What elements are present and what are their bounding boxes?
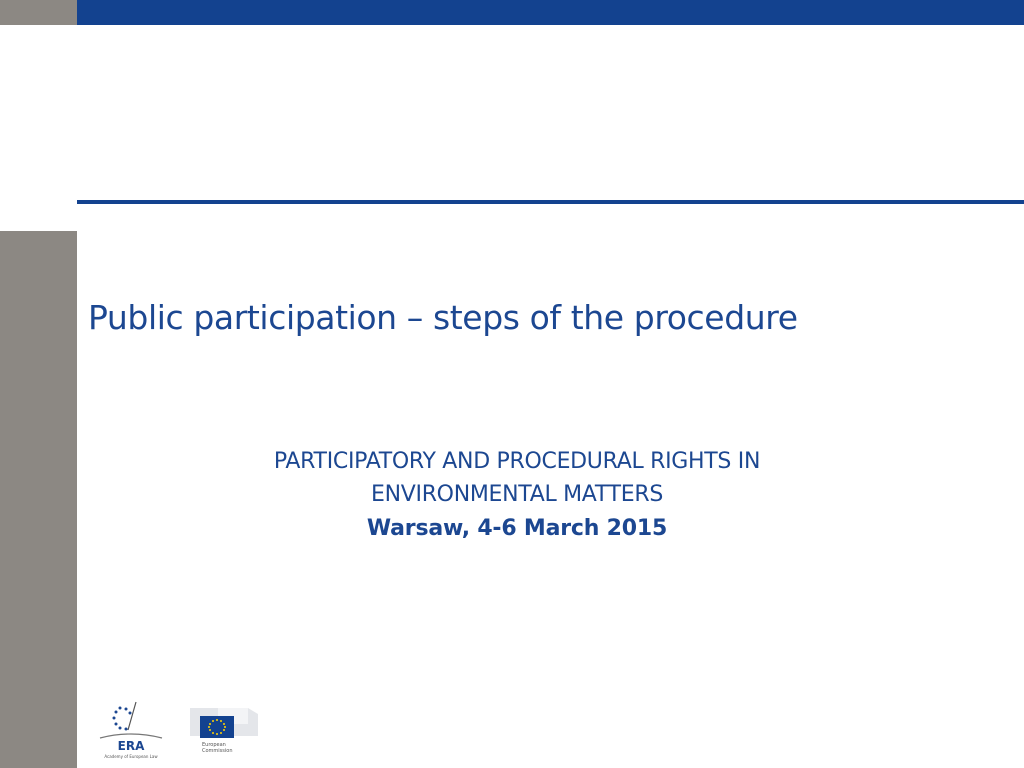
svg-text:Academy of European Law: Academy of European Law	[104, 754, 158, 759]
subtitle-line-1: PARTICIPATORY AND PROCEDURAL RIGHTS IN	[273, 449, 761, 474]
top-grey-block	[0, 0, 77, 25]
slide-subtitle	[140, 445, 894, 511]
left-grey-sidebar	[0, 231, 77, 768]
title-divider	[77, 200, 1024, 204]
slide-title: Public participation – steps of the procedure	[88, 298, 798, 337]
subtitle-line-2: ENVIRONMENTAL MATTERS	[371, 482, 663, 507]
event-date: Warsaw, 4-6 March 2015	[366, 516, 668, 541]
svg-text:Commission: Commission	[202, 748, 233, 754]
top-blue-band	[77, 0, 1024, 25]
era-logo	[96, 700, 166, 760]
svg-text:European: European	[202, 742, 226, 748]
svg-text:ERA: ERA	[117, 739, 145, 753]
european-commission-logo	[188, 706, 262, 756]
